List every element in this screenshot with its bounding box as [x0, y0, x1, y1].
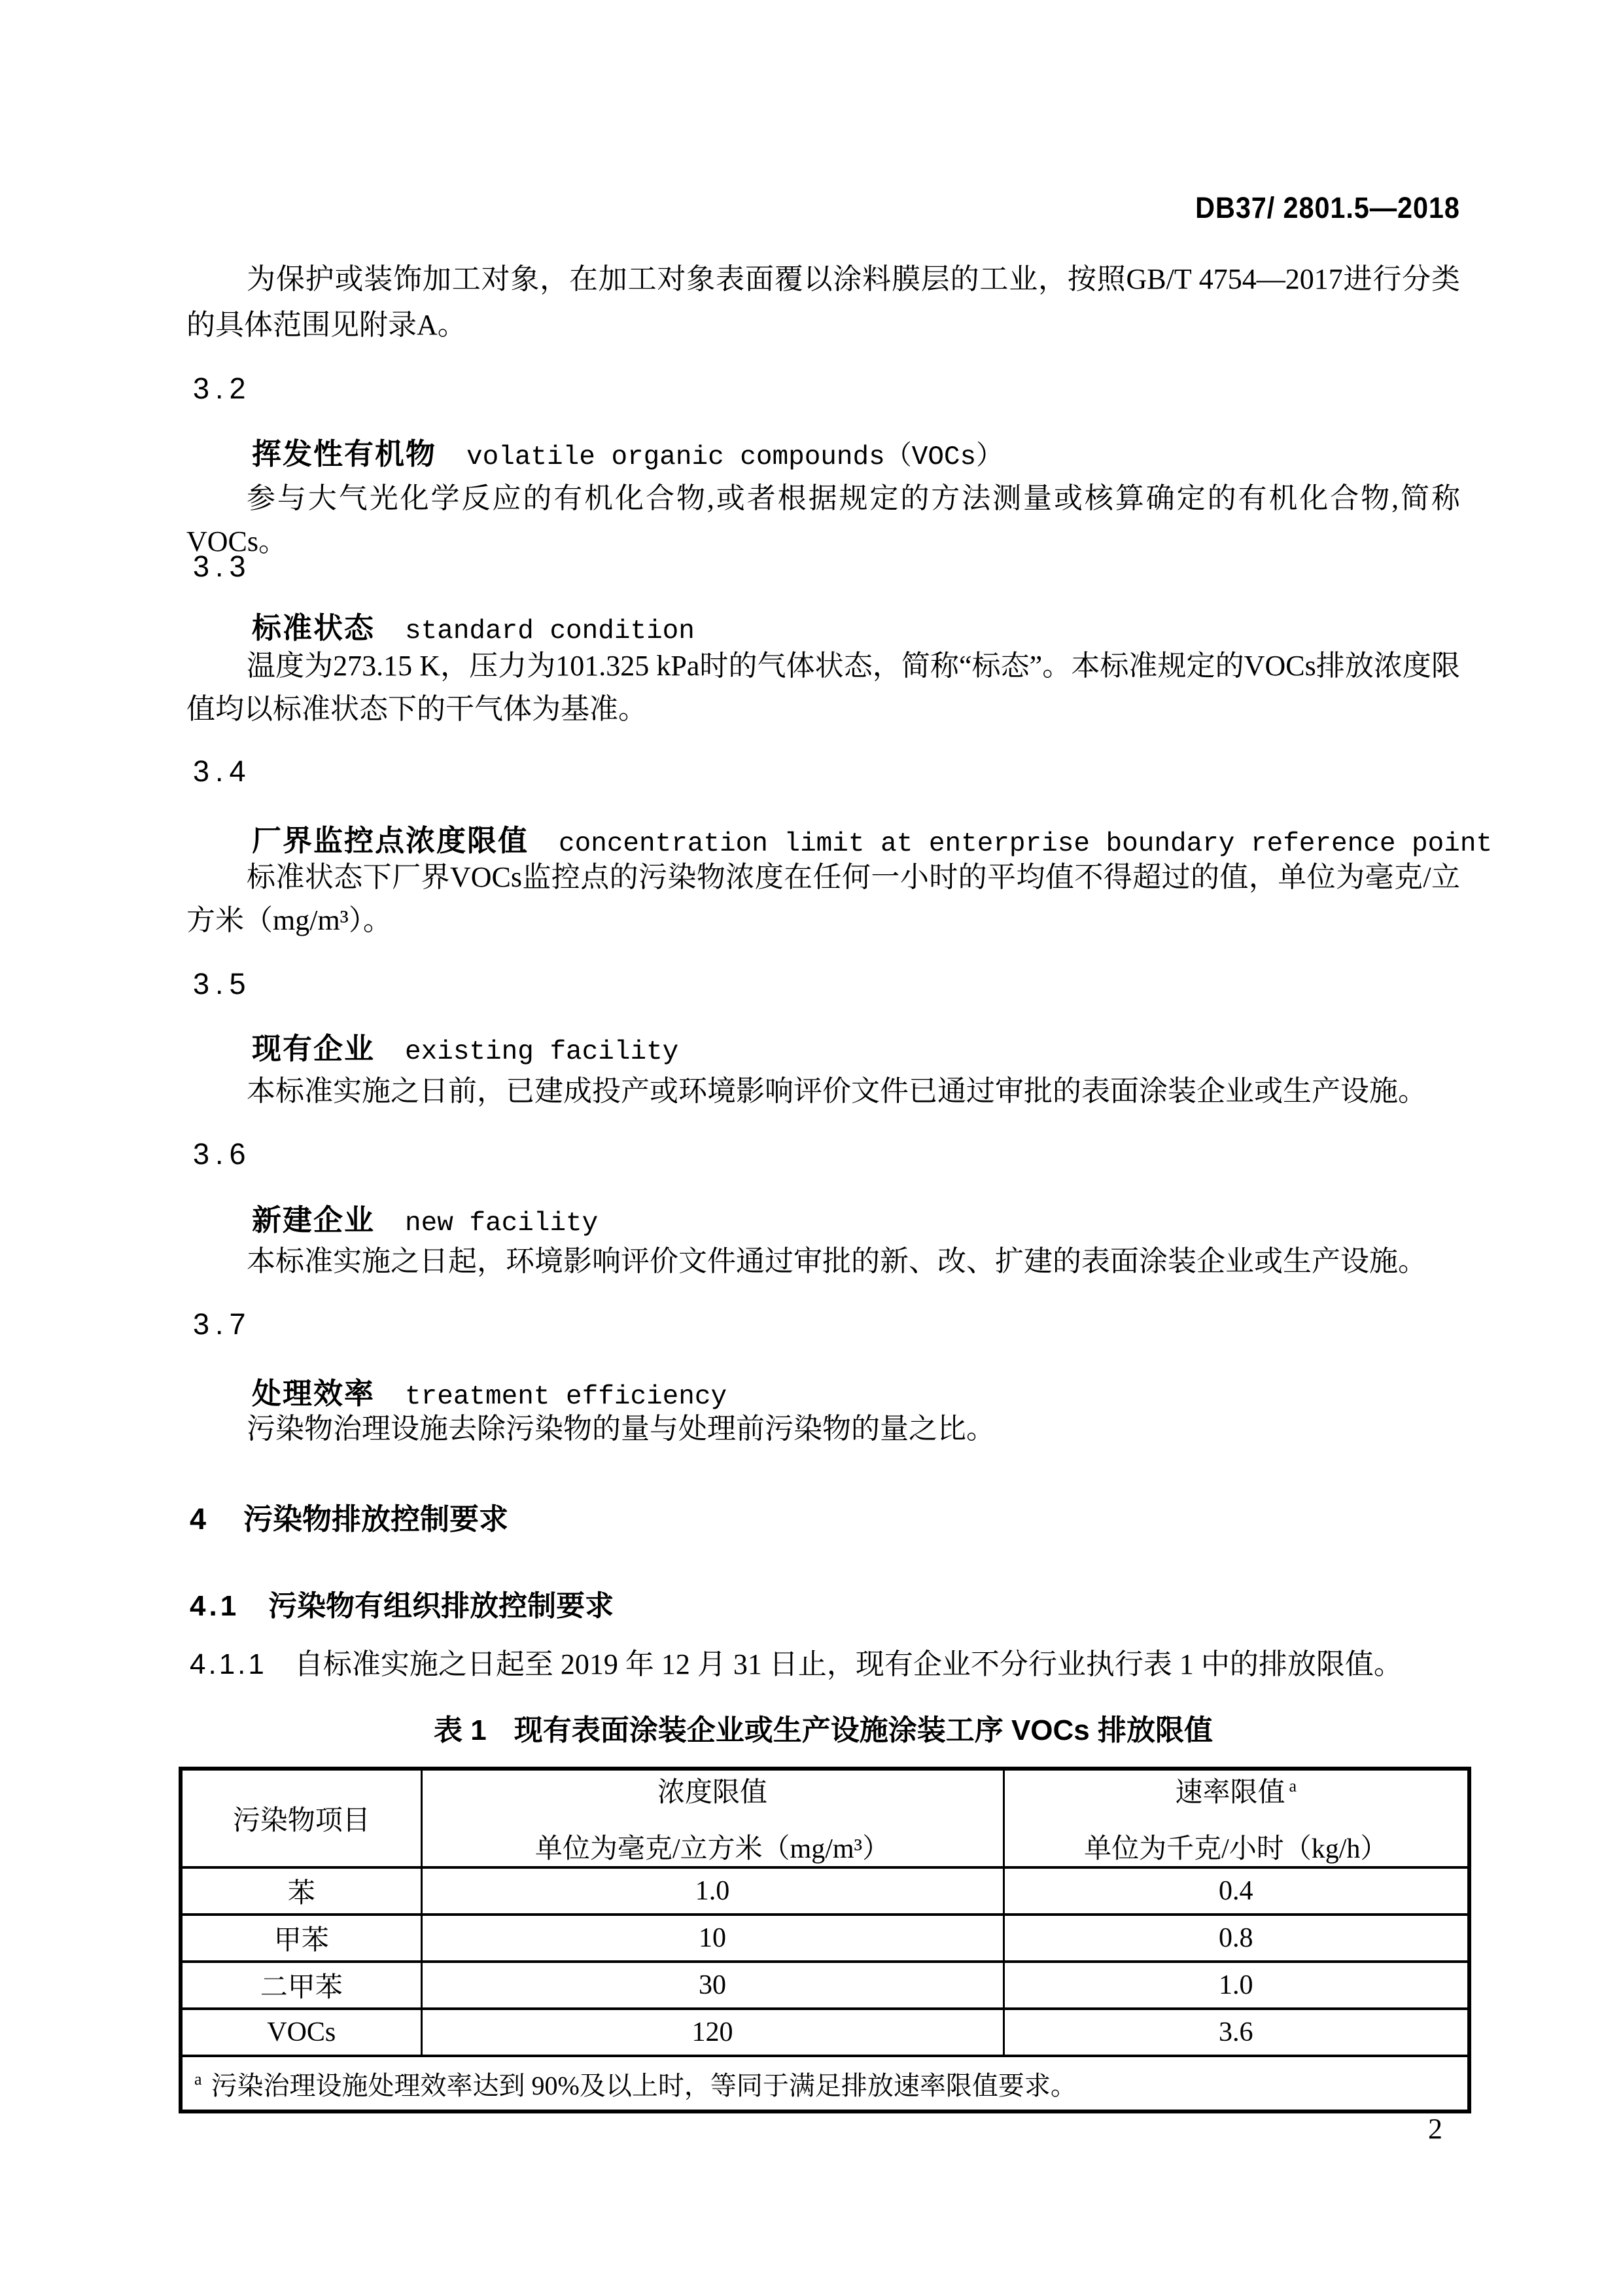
- term-heading-3-3: [252, 604, 695, 646]
- cell-rate: 0.4: [1003, 1867, 1469, 1915]
- term-number-3-6: 3.6: [193, 1137, 252, 1171]
- footnote-marker: a: [194, 2070, 202, 2089]
- cell-concentration: 1.0: [421, 1867, 1003, 1915]
- term-definition-3-7: 污染物治理设施去除污染物的量与处理前污染物的量之比。: [247, 1413, 995, 1445]
- cell-pollutant: 二甲苯: [181, 1962, 421, 2009]
- footnote-text: 污染治理设施处理效率达到 90%及以上时，等同于满足排放速率限值要求。: [211, 2070, 1077, 2100]
- term-definition-3-5: 本标准实施之日前，已建成投产或环境影响评价文件已通过审批的表面涂装企业或生产设施。: [247, 1075, 1427, 1107]
- emission-limits-table: [179, 1767, 1471, 2113]
- footnote-marker: a: [1289, 1776, 1297, 1795]
- clause-4-1-1: [190, 1643, 1463, 1686]
- term-en: concentration limit at enterprise boundary reference point: [559, 829, 1493, 859]
- term-number-3-5: 3.5: [193, 967, 252, 1000]
- term-en: standard condition: [405, 616, 695, 646]
- header-cell-concentration: [421, 1769, 1003, 1867]
- cell-pollutant: 苯: [181, 1867, 421, 1915]
- term-definition-3-3: 温度为273.15 K，压力为101.325 kPa时的气体状态，简称“标态”。本标准规定的VOCs排放浓度限值均以标准状态下的干气体为基准。: [186, 650, 1460, 725]
- header-stack: [423, 1771, 1003, 1866]
- section-number: 4: [190, 1502, 210, 1536]
- term-number-3-7: 3.7: [193, 1307, 252, 1341]
- term-definition-3-6: 本标准实施之日起，环境影响评价文件通过审批的新、改、扩建的表面涂装企业或生产设施。: [247, 1245, 1427, 1277]
- term-heading-3-5: [252, 1025, 678, 1067]
- header-cell-pollutant: 污染物项目: [181, 1769, 421, 1867]
- intro-paragraph: 为保护或装饰加工对象，在加工对象表面覆以涂料膜层的工业，按照GB/T 4754—2017进行分类的具体范围见附录A。: [186, 263, 1460, 341]
- term-number-3-2: 3.2: [193, 372, 252, 405]
- term-zh: 厂界监控点浓度限值: [252, 824, 529, 857]
- table-label: 表 1: [434, 1714, 487, 1746]
- section-title: 污染物有组织排放控制要求: [268, 1590, 614, 1622]
- term-en: new facility: [405, 1209, 599, 1239]
- section-number: 4.1: [190, 1590, 240, 1622]
- term-zh: 挥发性有机物: [252, 437, 437, 470]
- page-number: 2: [1428, 2113, 1442, 2145]
- term-zh: 处理效率: [252, 1377, 375, 1410]
- cell-rate: 1.0: [1003, 1962, 1469, 2009]
- term-heading-3-7: [252, 1369, 727, 1412]
- section-4-heading: [190, 1495, 508, 1538]
- cell-rate: 0.8: [1003, 1915, 1469, 1962]
- term-number-3-3: 3.3: [193, 550, 252, 583]
- header-cell-rate: [1003, 1769, 1469, 1867]
- cell-concentration: 30: [421, 1962, 1003, 2009]
- term-definition-3-4: 标准状态下厂界VOCs监控点的污染物浓度在任何一小时的平均值不得超过的值，单位为毫克/立方米（mg/m³）。: [186, 861, 1460, 936]
- term-zh: 新建企业: [252, 1203, 375, 1237]
- cell-pollutant: 甲苯: [181, 1915, 421, 1962]
- section-4-1-heading: [190, 1582, 614, 1624]
- table-row: [181, 1962, 1469, 2009]
- rate-limit-text: 速率限值: [1175, 1778, 1285, 1808]
- table-footnote: [181, 2056, 1469, 2111]
- table-1: [179, 1767, 1467, 2113]
- doc-number: DB37/ 2801.5—2018: [1195, 191, 1460, 224]
- term-number-3-4: 3.4: [193, 754, 252, 788]
- clause-number: 4.1.1: [190, 1648, 267, 1680]
- cell-pollutant: VOCs: [181, 2009, 421, 2056]
- term-zh: 现有企业: [252, 1032, 375, 1065]
- term-zh: 标准状态: [252, 611, 375, 645]
- term-en: volatile organic compounds（VOCs）: [466, 442, 1003, 472]
- cell-concentration: 120: [421, 2009, 1003, 2056]
- table-row: [181, 1867, 1469, 1915]
- header-stack: [1005, 1771, 1468, 1866]
- table-footnote-row: [181, 2056, 1469, 2111]
- term-heading-3-2: [252, 430, 1003, 472]
- table-header-row: [181, 1769, 1469, 1867]
- cell-concentration: 10: [421, 1915, 1003, 1962]
- term-en: existing facility: [405, 1037, 679, 1067]
- table-row: [181, 1915, 1469, 1962]
- table-row: [181, 2009, 1469, 2056]
- term-en: treatment efficiency: [405, 1382, 727, 1412]
- term-heading-3-4: [252, 817, 1492, 859]
- section-title: 污染物排放控制要求: [243, 1502, 509, 1536]
- rate-unit-label: 单位为千克/小时（kg/h）: [1084, 1834, 1388, 1864]
- concentration-limit-label: 浓度限值: [657, 1778, 767, 1808]
- cell-rate: 3.6: [1003, 2009, 1469, 2056]
- term-definition-3-2: 参与大气光化学反应的有机化合物,或者根据规定的方法测量或核算确定的有机化合物,简称VOCs。: [186, 482, 1460, 557]
- clause-text: 自标准实施之日起至 2019 年 12 月 31 日止，现有企业不分行业执行表 1 中的排放限值。: [294, 1648, 1403, 1680]
- rate-limit-label: [1005, 1771, 1468, 1810]
- table-1-caption: [186, 1706, 1460, 1748]
- table-caption-text: 现有表面涂装企业或生产设施涂装工序 VOCs 排放限值: [514, 1714, 1213, 1746]
- term-heading-3-6: [252, 1196, 598, 1239]
- concentration-unit-label: 单位为毫克/立方米（mg/m³）: [534, 1834, 890, 1864]
